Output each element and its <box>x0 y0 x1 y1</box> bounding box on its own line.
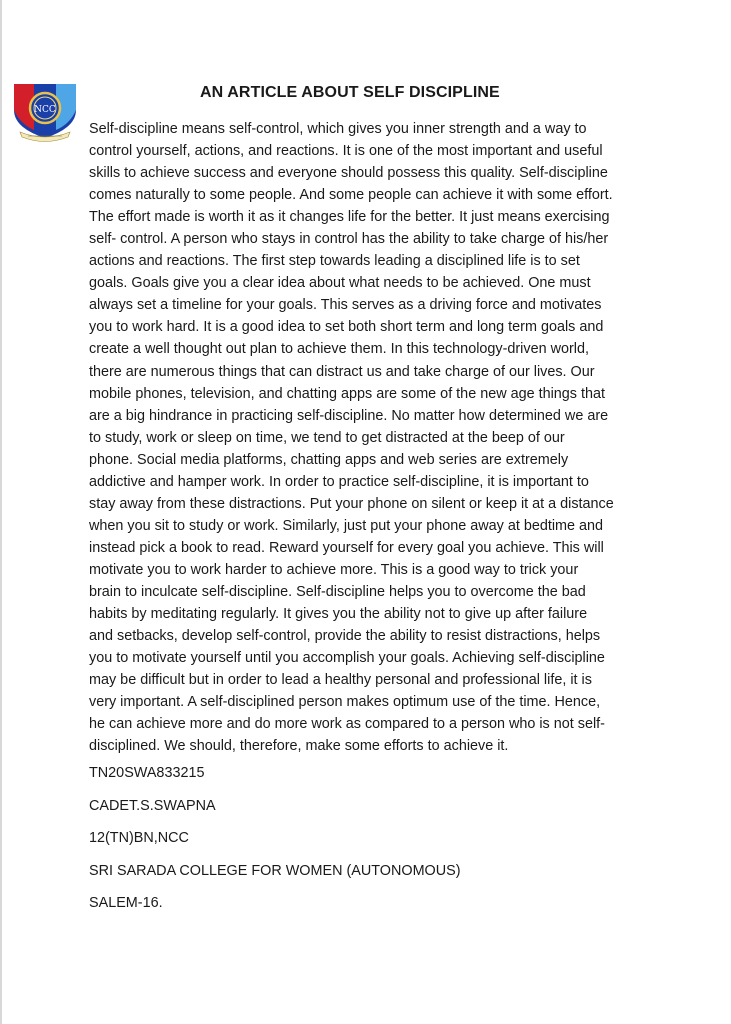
body-line: control yourself, actions, and reactions. It is one of the most important and useful <box>89 143 603 160</box>
body-line: always set a timeline for your goals. This serves as a driving force and motivates <box>89 297 602 314</box>
body-line: and setbacks, develop self-control, provide the ability to resist distractions, helps <box>89 628 601 645</box>
article-body <box>89 118 649 757</box>
body-line: habits by meditating regularly. It gives you the ability not to give up after failure <box>89 606 588 623</box>
body-line: when you sit to study or work. Similarly, just put your phone away at bedtime and <box>89 517 604 534</box>
ncc-emblem-icon <box>10 80 80 142</box>
body-line: instead pick a book to read. Reward yourself for every goal you achieve. This will <box>89 539 604 556</box>
college-city: SALEM-16. <box>89 895 163 911</box>
body-line: mobile phones, television, and chatting apps are some of the new age things that <box>89 385 605 402</box>
body-line: Self-discipline means self-control, which gives you inner strength and a way to <box>89 121 587 137</box>
cadet-name: CADET.S.SWAPNA <box>89 797 216 814</box>
page-edge <box>0 0 2 1024</box>
body-line: The effort made is worth it as it changes life for the better. It just means exercising <box>89 209 610 226</box>
body-line: may be difficult but in order to lead a healthy personal and professional life, it is <box>89 672 592 689</box>
body-line: stay away from these distractions. Put your phone on silent or keep it at a distance <box>89 495 614 512</box>
svg-text:NCC: NCC <box>34 105 56 115</box>
ncc-logo <box>10 80 80 142</box>
body-line: he can achieve more and do more work as compared to a person who is not self- <box>89 716 605 733</box>
body-line: very important. A self-disciplined person makes optimum use of the time. Hence, <box>89 694 601 711</box>
body-line: self- control. A person who stays in control has the ability to take charge of his/her <box>89 231 609 248</box>
body-line: comes naturally to some people. And some people can achieve it with some effort. <box>89 187 613 204</box>
body-line: you to motivate yourself until you accomplish your goals. Achieving self-discipline <box>89 650 605 667</box>
body-line: create a well thought out plan to achieve them. In this technology-driven world, <box>89 341 589 358</box>
body-line: brain to inculcate self-discipline. Self-discipline helps you to overcome the bad <box>89 583 586 600</box>
body-line: skills to achieve success and everyone should possess this quality. Self-discipline <box>89 165 608 182</box>
signature-block <box>89 764 461 927</box>
body-line: actions and reactions. The first step towards leading a disciplined life is to set <box>89 253 580 270</box>
body-line: motivate you to work harder to achieve more. This is a good way to trick your <box>89 561 579 578</box>
body-line: are a big hindrance in practicing self-discipline. No matter how determined we are <box>89 407 609 424</box>
body-line: phone. Social media platforms, chatting apps and web series are extremely <box>89 451 569 468</box>
college-name: SRI SARADA COLLEGE FOR WOMEN (AUTONOMOUS) <box>89 862 461 879</box>
body-line: disciplined. We should, therefore, make some efforts to achieve it. <box>89 738 509 755</box>
body-line: to study, work or sleep on time, we tend to get distracted at the beep of our <box>89 429 565 446</box>
body-line: addictive and hamper work. In order to practice self-discipline, it is important to <box>89 473 589 490</box>
body-line: goals. Goals give you a clear idea about what needs to be achieved. One must <box>89 275 591 292</box>
body-line: you to work hard. It is a good idea to set both short term and long term goals and <box>89 319 604 336</box>
cadet-unit: 12(TN)BN,NCC <box>89 830 189 846</box>
body-line: there are numerous things that can distract us and take charge of our lives. Our <box>89 363 595 380</box>
article-title: AN ARTICLE ABOUT SELF DISCIPLINE <box>200 84 500 101</box>
cadet-id: TN20SWA833215 <box>89 765 205 781</box>
